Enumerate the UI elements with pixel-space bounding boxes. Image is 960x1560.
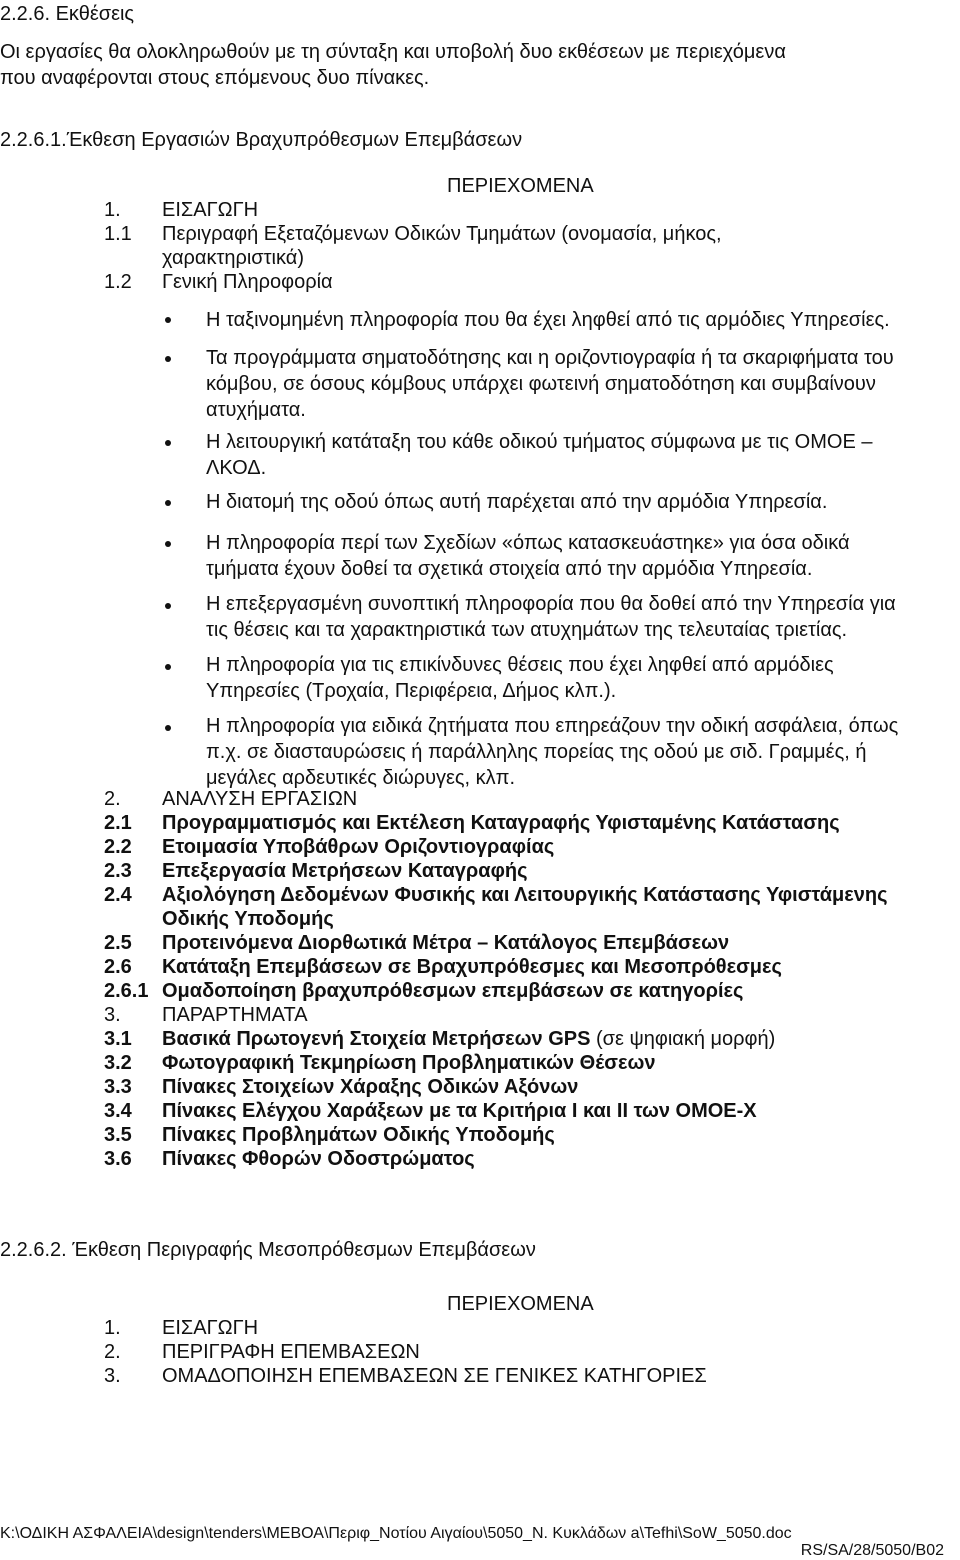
toc-item-text: ΕΙΣΑΓΩΓΗ [162, 199, 259, 221]
toc-item-text: Πίνακες Ελέγχου Χαράξεων με τα Κριτήρια Ι και ΙΙ των ΟΜΟΕ-Χ [162, 1100, 757, 1122]
toc-number: 2. [104, 1341, 121, 1363]
intro-line-2: που αναφέρονται στους επόμενους δυο πίνακες. [0, 67, 430, 89]
toc-number: 3.4 [104, 1100, 132, 1122]
toc-item-text: Περιγραφή Εξεταζόμενων Οδικών Τμημάτων (ονομασία, μήκος, [162, 223, 722, 245]
toc-item-text-cont: χαρακτηριστικά) [162, 247, 304, 269]
bullet-item: Η επεξεργασμένη συνοπτική πληροφορία που θα δοθεί από την Υπηρεσία για τις θέσεις και τα χαρακτηριστικά των ατυχημάτων της τελευταίας τριετίας. [206, 593, 896, 641]
toc-item-text: ΠΕΡΙΓΡΑΦΗ ΕΠΕΜΒΑΣΕΩΝ [162, 1341, 420, 1363]
toc-number: 2.4 [104, 884, 132, 906]
toc-number: 3.6 [104, 1148, 132, 1170]
bullet-item: Η πληροφορία για τις επικίνδυνες θέσεις που έχει ληφθεί από αρμόδιες Υπηρεσίες (Τροχαία, Περιφέρεια, Δήμος κλπ.). [206, 654, 834, 702]
bullet-icon [165, 500, 171, 506]
toc-item-text: ΟΜΑΔΟΠΟΙΗΣΗ ΕΠΕΜΒΑΣΕΩΝ ΣΕ ΓΕΝΙΚΕΣ ΚΑΤΗΓΟΡΙΕΣ [162, 1365, 707, 1387]
toc-item-text: Φωτογραφική Τεκμηρίωση Προβληματικών Θέσεων [162, 1052, 656, 1074]
section-heading: 2.2.6. Εκθέσεις [0, 3, 135, 25]
toc-number: 1.2 [104, 271, 132, 293]
toc-number: 2.1 [104, 812, 132, 834]
toc-number: 2.5 [104, 932, 132, 954]
toc-number: 1.1 [104, 223, 132, 245]
toc-number: 3.2 [104, 1052, 132, 1074]
bullet-item: Η ταξινομημένη πληροφορία που θα έχει ληφθεί από τις αρμόδιες Υπηρεσίες. [206, 309, 890, 331]
toc-item-text: Προτεινόμενα Διορθωτικά Μέτρα – Κατάλογος Επεμβάσεων [162, 932, 730, 954]
toc-item-text: ΠΑΡΑΡΤΗΜΑΤΑ [162, 1004, 308, 1026]
toc-item-text: Βασικά Πρωτογενή Στοιχεία Μετρήσεων GPS (σε ψηφιακή μορφή) [162, 1028, 776, 1050]
bullet-item: Η πληροφορία για ειδικά ζητήματα που επηρεάζουν την οδική ασφάλεια, όπως π.χ. σε διασταυρώσεις ή παράλληλης πορείας της οδού με σιδ. Γραμμές, ή μεγάλες αρδευτικές διώρυγες, κλπ. [206, 715, 899, 789]
bullet-icon [165, 317, 171, 323]
toc-item-text: Πίνακες Προβλημάτων Οδικής Υποδομής [162, 1124, 555, 1146]
toc-item-text: ΑΝΑΛΥΣΗ ΕΡΓΑΣΙΩΝ [162, 788, 358, 810]
toc-item-text: Πίνακες Στοιχείων Χάραξης Οδικών Αξόνων [162, 1076, 579, 1098]
bullet-item: Η διατομή της οδού όπως αυτή παρέχεται από την αρμόδια Υπηρεσία. [206, 491, 828, 513]
toc-item-text: Προγραμματισμός και Εκτέλεση Καταγραφής Υφισταμένης Κατάστασης [162, 812, 840, 834]
toc-item-text: Κατάταξη Επεμβάσεων σε Βραχυπρόθεσμες και Μεσοπρόθεσμες [162, 956, 782, 978]
toc-number: 2.3 [104, 860, 132, 882]
toc-item-text: Επεξεργασία Μετρήσεων Καταγραφής [162, 860, 528, 882]
footer-document-code: RS/SA/28/5050/B02 [800, 1542, 944, 1559]
toc-item-text: Αξιολόγηση Δεδομένων Φυσικής και Λειτουργικής Κατάστασης Υφιστάμενης [162, 884, 888, 906]
bullet-icon [165, 440, 171, 446]
toc-number: 3.5 [104, 1124, 132, 1146]
footer-file-path: K:\ΟΔΙΚΗ ΑΣΦΑΛΕΙΑ\design\tenders\ΜΕΒΟΑ\Περιφ_Νοτίου Αιγαίου\5050_Ν. Κυκλάδων a\Tefhi\SoW_5050.doc [0, 1525, 792, 1542]
report1-title: 2.2.6.1.Έκθεση Εργασιών Βραχυπρόθεσμων Επεμβάσεων [0, 129, 523, 151]
report1-contents-heading: ΠΕΡΙΕΧΟΜΕΝΑ [447, 175, 594, 197]
bullet-item: Η λειτουργική κατάταξη του κάθε οδικού τμήματος σύμφωνα με τις ΟΜΟΕ – ΛΚΟΔ. [206, 431, 873, 479]
toc-item-text: Γενική Πληροφορία [162, 271, 333, 293]
intro-line-1: Οι εργασίες θα ολοκληρωθούν με τη σύνταξη και υποβολή δυο εκθέσεων με περιεχόμενα [0, 41, 786, 63]
toc-item-text: ΕΙΣΑΓΩΓΗ [162, 1317, 259, 1339]
bullet-icon [165, 541, 171, 547]
bullet-icon [165, 603, 171, 609]
toc-number: 1. [104, 1317, 121, 1339]
toc-number: 2. [104, 788, 121, 810]
toc-number: 2.2 [104, 836, 132, 858]
bullet-icon [165, 356, 171, 362]
toc-number: 2.6.1 [104, 980, 149, 1002]
toc-number: 3.3 [104, 1076, 132, 1098]
toc-item-text: Πίνακες Φθορών Οδοστρώματος [162, 1148, 475, 1170]
toc-number: 3.1 [104, 1028, 132, 1050]
bullet-item: Η πληροφορία περί των Σχεδίων «όπως κατασκευάστηκε» για όσα οδικά τμήματα έχουν δοθεί τα σχετικά στοιχεία από την αρμόδια Υπηρεσία. [206, 532, 850, 580]
toc-number: 1. [104, 199, 121, 221]
toc-number: 3. [104, 1004, 121, 1026]
toc-number: 2.6 [104, 956, 132, 978]
bullet-icon [165, 725, 171, 731]
toc-item-text: Ετοιμασία Υποβάθρων Οριζοντιογραφίας [162, 836, 555, 858]
bullet-item: Τα προγράμματα σηματοδότησης και η οριζοντιογραφία ή τα σκαριφήματα του κόμβου, σε όσους κόμβους υπάρχει φωτεινή σηματοδότηση και συμβαίνουν ατυχήματα. [206, 347, 894, 421]
toc-item-text-cont: Οδικής Υποδομής [162, 908, 334, 930]
report2-title: 2.2.6.2. Έκθεση Περιγραφής Μεσοπρόθεσμων Επεμβάσεων [0, 1239, 536, 1261]
toc-number: 3. [104, 1365, 121, 1387]
bullet-icon [165, 664, 171, 670]
report2-contents-heading: ΠΕΡΙΕΧΟΜΕΝΑ [447, 1293, 594, 1315]
toc-item-text: Ομαδοποίηση βραχυπρόθεσμων επεμβάσεων σε κατηγορίες [162, 980, 744, 1002]
